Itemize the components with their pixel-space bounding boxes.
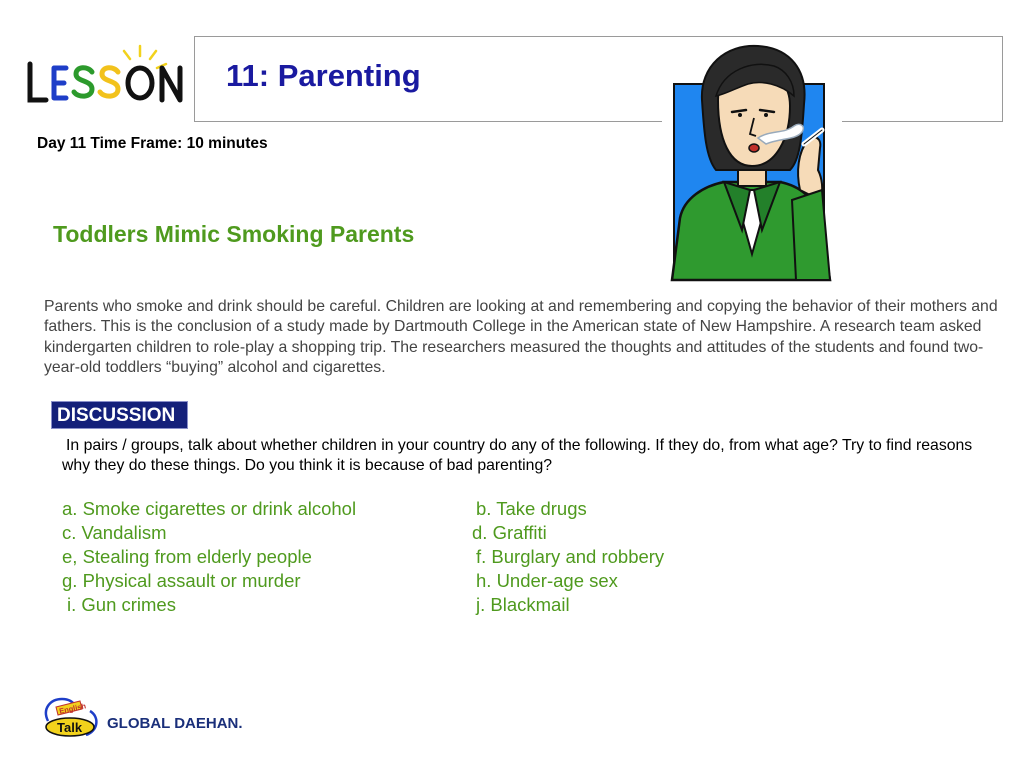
list-item: e, Stealing from elderly people <box>62 546 312 567</box>
discussion-prompt-text: In pairs / groups, talk about whether children in your country do any of the following. If they do, from what age? Try to find reasons why they do these things. Do you think it is because of bad parenting? <box>62 437 973 475</box>
logo-letter-s2 <box>100 68 118 96</box>
footer-company: GLOBAL DAEHAN. <box>107 715 243 732</box>
article-title: Toddlers Mimic Smoking Parents <box>53 221 415 247</box>
article-body: Parents who smoke and drink should be careful. Children are looking at and remembering and copying the behavior of their mothers and fathers. This is the conclusion of a study made by Dartmouth College in the American state of New Hampshire. A research team asked kindergarten children to role-play a shopping trip. The researchers measured the thoughts and attitudes of the students and found two-year-old toddlers “buying” alcohol and cigarettes. <box>44 298 998 376</box>
list-item: a. Smoke cigarettes or drink alcohol <box>62 498 357 519</box>
time-frame: Day 11 Time Frame: 10 minutes <box>37 135 268 152</box>
discussion-prompt <box>62 436 997 477</box>
logo-letter-o <box>128 68 152 98</box>
list-item: j. Blackmail <box>476 594 570 615</box>
english-talk-logo <box>40 695 102 739</box>
logo-letter-l <box>30 64 46 100</box>
list-item: c. Vandalism <box>62 522 167 543</box>
smoking-woman-illustration <box>662 40 842 282</box>
list-item: b. Take drugs <box>476 498 587 519</box>
sun-rays-icon <box>124 46 166 68</box>
discussion-badge: DISCUSSION <box>51 401 188 429</box>
page-title: 11: Parenting <box>226 58 421 93</box>
list-item: i. Gun crimes <box>67 594 176 615</box>
list-item: f. Burglary and robbery <box>476 546 665 567</box>
list-item: g. Physical assault or murder <box>62 570 301 591</box>
logo-letter-e <box>54 68 66 98</box>
list-item: h. Under-age sex <box>476 570 618 591</box>
list-item: d. Graffiti <box>472 522 547 543</box>
logo-letter-n <box>162 68 180 100</box>
logo-letter-s1 <box>74 68 92 96</box>
logo-bottom-text: Talk <box>57 720 83 735</box>
logo-top-text: English <box>58 701 87 716</box>
lesson-logo <box>22 42 190 112</box>
